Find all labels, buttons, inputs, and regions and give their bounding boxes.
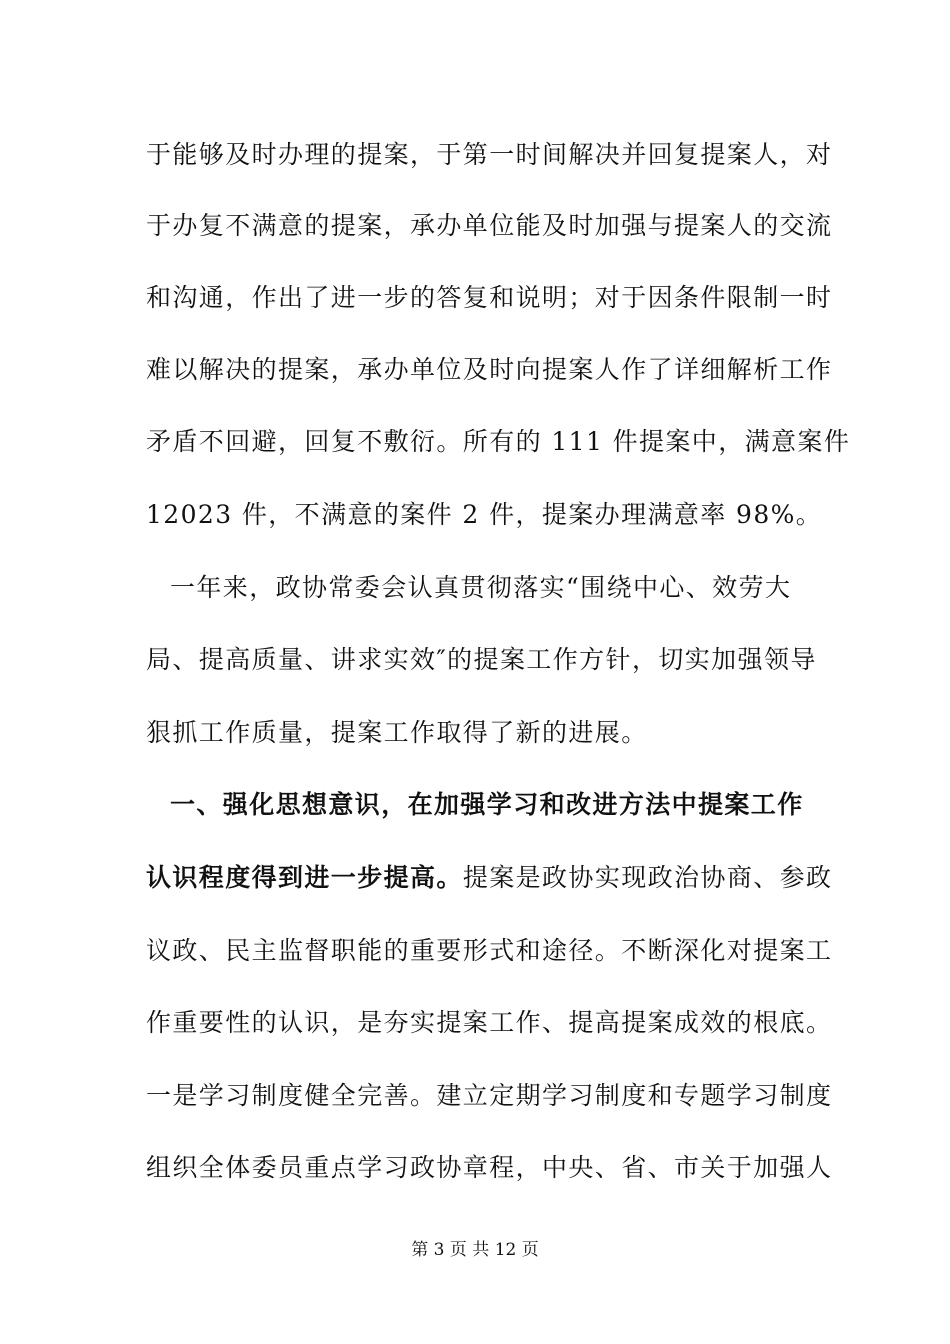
section-heading: 一、强化思想意识，在加强学习和改进方法中提案工作 xyxy=(170,790,804,819)
body-text: 提案是政协实现政治协商、参政 xyxy=(462,863,833,892)
body-line: 于办复不满意的提案，承办单位能及时加强与提案人的交流 xyxy=(146,211,833,240)
mixed-heading-line xyxy=(146,861,833,895)
body-line: 12023 件，不满意的案件 2 件，提案办理满意率 98%。 xyxy=(146,500,823,529)
body-line: 矛盾不回避，回复不敷衍。所有的 111 件提案中，满意案件 xyxy=(146,427,851,456)
body-line: 组织全体委员重点学习政协章程，中央、省、市关于加强人 xyxy=(146,1153,833,1182)
page-footer: 第 3 页 共 12 页 xyxy=(411,1240,539,1260)
section-heading-continued: 认识程度得到进一步提高。 xyxy=(146,863,463,892)
body-line: 一是学习制度健全完善。建立定期学习制度和专题学习制度 xyxy=(146,1081,833,1110)
paragraph-first-line: 一年来，政协常委会认真贯彻落实“围绕中心、效劳大 xyxy=(170,573,792,602)
body-line: 难以解决的提案，承办单位及时向提案人作了详细解析工作 xyxy=(146,355,833,384)
body-line: 议政、民主监督职能的重要形式和途径。不断深化对提案工 xyxy=(146,936,833,965)
body-line: 狠抓工作质量，提案工作取得了新的进展。 xyxy=(146,718,648,747)
body-line: 作重要性的认识，是夯实提案工作、提高提案成效的根底。 xyxy=(146,1008,833,1037)
body-line: 局、提高质量、讲求实效″的提案工作方针，切实加强领导 xyxy=(146,645,817,674)
body-line: 于能够及时办理的提案，于第一时间解决并回复提案人，对 xyxy=(146,140,833,169)
body-line: 和沟通，作出了进一步的答复和说明；对于因条件限制一时 xyxy=(146,283,833,312)
